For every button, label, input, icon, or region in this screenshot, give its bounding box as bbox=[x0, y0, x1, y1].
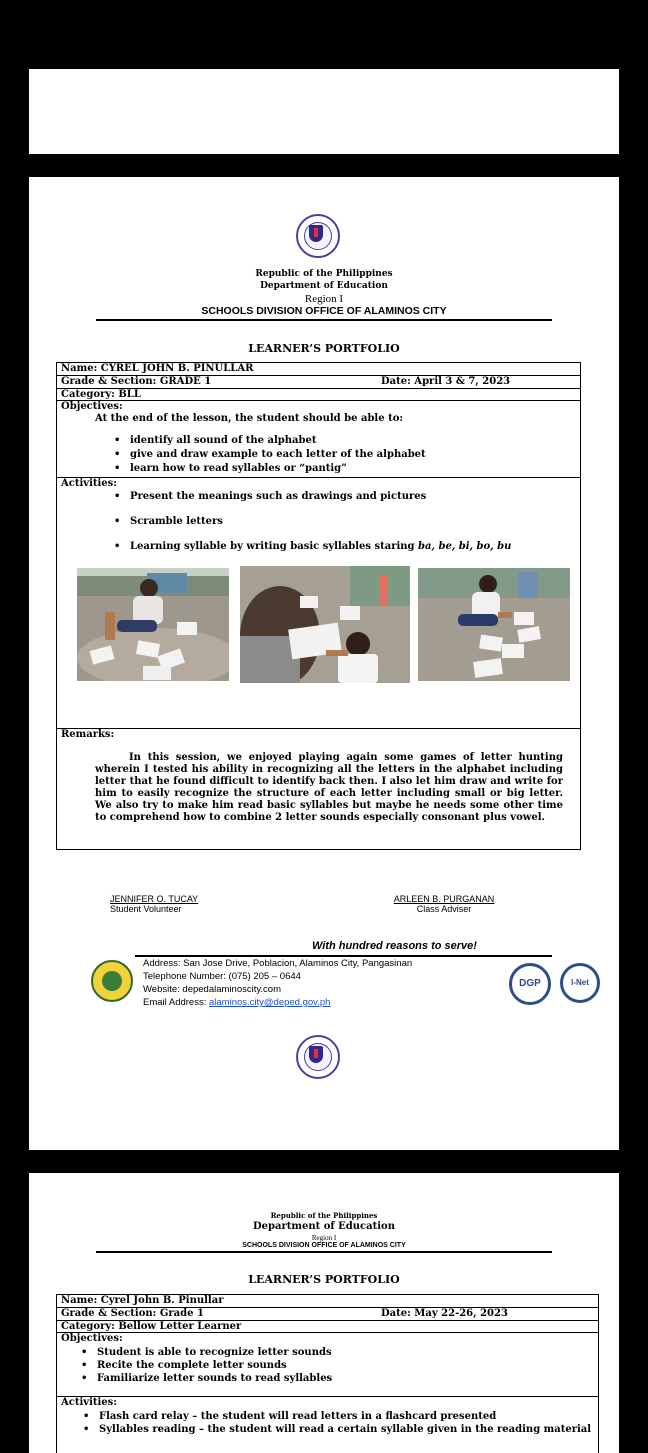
activity-text: Learning syllable by writing basic syllables staring bbox=[130, 541, 419, 552]
header-division: SCHOOLS DIVISION OFFICE OF ALAMINOS CITY bbox=[242, 1242, 406, 1249]
activity-item: • Scramble letters bbox=[130, 516, 223, 528]
header-region: Region I bbox=[311, 1234, 337, 1242]
signatory-role: Class Adviser bbox=[416, 904, 472, 914]
activity-item: • Present the meanings such as drawings and pictures bbox=[130, 491, 426, 503]
motto: With hundred reasons to serve! bbox=[312, 940, 477, 952]
header-department: Department of Education bbox=[260, 281, 388, 291]
deped-seal-icon bbox=[296, 1035, 340, 1079]
footer-telephone: Telephone Number: (075) 205 – 0644 bbox=[143, 971, 301, 982]
grade-section: Grade & Section: Grade 1 bbox=[61, 1308, 204, 1319]
signatory-adviser bbox=[384, 894, 504, 914]
email-link[interactable]: alaminos.city@deped.gov.ph bbox=[209, 997, 331, 1008]
activity-item: • Syllables reading – the student will read a certain syllable given in the reading material bbox=[99, 1424, 591, 1436]
objective-item: • learn how to read syllables or “pantig” bbox=[130, 463, 347, 475]
header-republic: Republic of the Philippines bbox=[270, 1211, 378, 1220]
header-division: SCHOOLS DIVISION OFFICE OF ALAMINOS CITY bbox=[201, 305, 447, 317]
page-title: LEARNER’S PORTFOLIO bbox=[248, 342, 400, 355]
email-label: Email Address: bbox=[143, 997, 209, 1008]
activity-photo bbox=[418, 568, 570, 681]
signatory-name: JENNIFER O. TUCAY bbox=[110, 894, 199, 904]
dgp-logo-text: DGP bbox=[519, 978, 541, 989]
objectives-label: Objectives: bbox=[61, 401, 123, 412]
header-republic: Republic of the Philippines bbox=[255, 269, 393, 279]
deped-seal-icon bbox=[296, 214, 340, 258]
portfolio-page-2 bbox=[29, 1173, 619, 1453]
activity-photo bbox=[240, 566, 410, 683]
objective-item: • identify all sound of the alphabet bbox=[130, 435, 317, 447]
category: Category: BLL bbox=[57, 389, 580, 401]
objectives-intro: At the end of the lesson, the student should be able to: bbox=[95, 413, 404, 424]
grade-section: Grade & Section: GRADE 1 bbox=[61, 376, 212, 387]
activity-photo bbox=[77, 568, 229, 681]
inet-logo-icon bbox=[560, 963, 600, 1003]
objective-item: • give and draw example to each letter of the alphabet bbox=[130, 449, 426, 461]
session-date: Date: April 3 & 7, 2023 bbox=[381, 376, 511, 387]
grade-row bbox=[57, 376, 580, 389]
syllables-text: ba, be, bi, bo, bu bbox=[418, 541, 512, 552]
learner-name: Name: Cyrel John B. Pinullar bbox=[57, 1295, 598, 1308]
signatory-name: ARLEEN B. PURGANAN bbox=[393, 894, 495, 904]
session-date: Date: May 22-26, 2023 bbox=[381, 1308, 508, 1319]
blank-page bbox=[29, 69, 619, 154]
portfolio-page-1 bbox=[29, 177, 619, 1150]
footer-email-line bbox=[143, 996, 412, 1009]
page-title: LEARNER’S PORTFOLIO bbox=[248, 1273, 400, 1286]
remarks-text: In this session, we enjoyed playing again some games of letter hunting wherein I tested his ability in recognizing all the letters in the alphabet including letter that he found difficult to identify back then. I also let him draw and write for him to easily recognize the structure of each letter including small or big letter. We also try to make him read basic syllables but maybe he needs some other time to comprehend how to combine 2 letter sounds especially consonant plus vowel. bbox=[95, 752, 563, 823]
portfolio-table bbox=[56, 362, 581, 850]
header-region: Region I bbox=[304, 293, 344, 305]
portfolio-table bbox=[56, 1294, 599, 1453]
dgp-logo-icon bbox=[509, 963, 551, 1005]
objective-item: • Familiarize letter sounds to read syllables bbox=[97, 1373, 332, 1385]
objective-item: • Recite the complete letter sounds bbox=[97, 1360, 287, 1372]
grade-row bbox=[57, 1308, 598, 1321]
learner-name: Name: CYREL JOHN B. PINULLAR bbox=[57, 363, 580, 376]
footer-address: Address: San Jose Drive, Poblacion, Alaminos City, Pangasinan bbox=[143, 958, 413, 969]
activity-item bbox=[130, 541, 511, 553]
inet-logo-text: I-Net bbox=[571, 978, 589, 987]
division-logo-icon bbox=[91, 960, 133, 1002]
header-department: Department of Education bbox=[253, 1221, 395, 1232]
header-rule bbox=[96, 1251, 552, 1253]
footer-contact bbox=[143, 957, 412, 1009]
category: Category: Bellow Letter Learner bbox=[57, 1321, 598, 1333]
remarks-label: Remarks: bbox=[61, 729, 115, 740]
activities-label: Activities: bbox=[61, 1397, 117, 1408]
objective-item: • Student is able to recognize letter sounds bbox=[97, 1347, 332, 1359]
header-rule bbox=[96, 319, 552, 321]
footer-website: Website: depedalaminoscity.com bbox=[143, 984, 281, 995]
activity-item: • Flash card relay – the student will read letters in a flashcard presented bbox=[99, 1411, 496, 1423]
objectives-label: Objectives: bbox=[61, 1333, 123, 1344]
signatory-volunteer bbox=[110, 894, 198, 914]
signatory-role: Student Volunteer bbox=[110, 904, 182, 914]
activities-label: Activities: bbox=[61, 478, 117, 489]
